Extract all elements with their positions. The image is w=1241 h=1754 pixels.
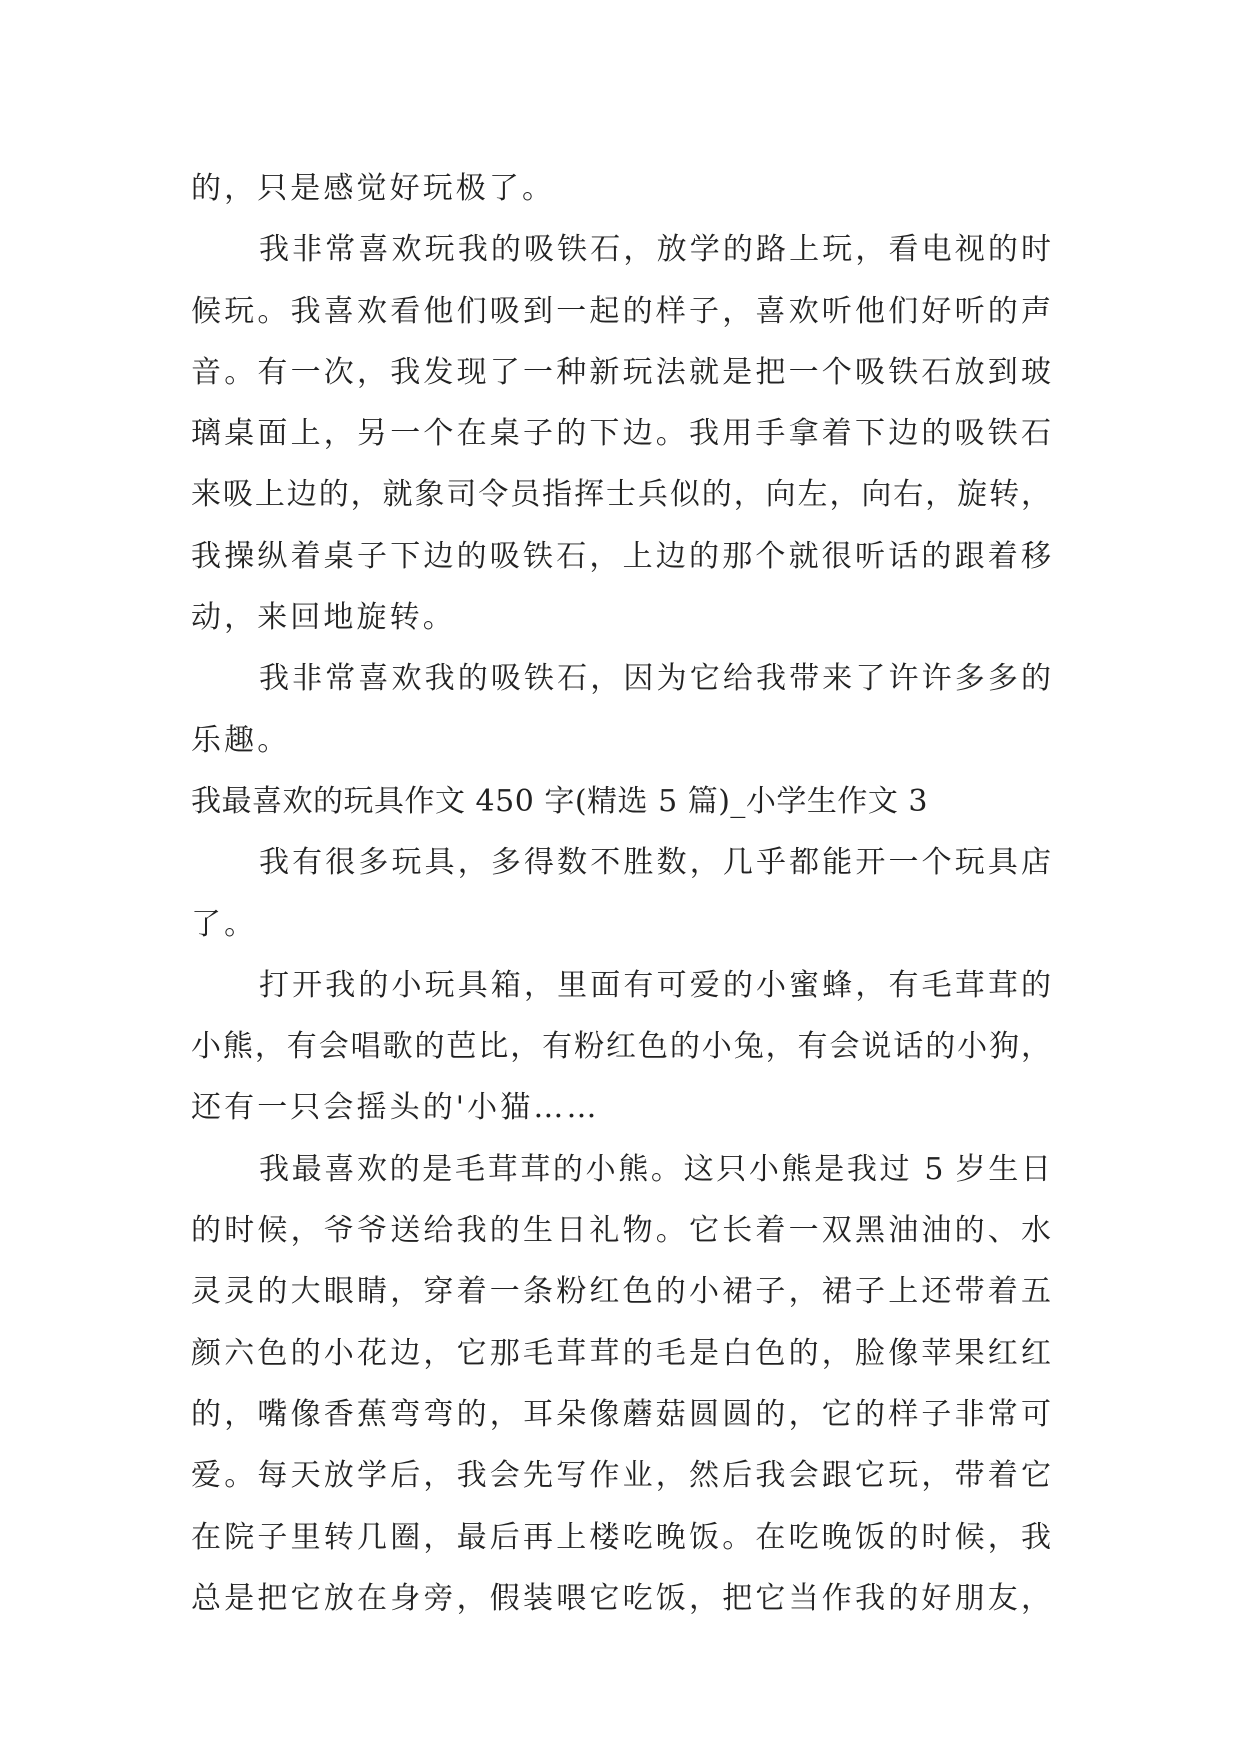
text-line: 在院子里转几圈，最后再上楼吃晚饭。在吃晚饭的时候，我	[191, 1519, 1051, 1555]
text-line: 璃桌面上，另一个在桌子的下边。我用手拿着下边的吸铁石	[191, 416, 1051, 452]
text-line: 乐趣。	[191, 722, 291, 758]
text-line: 我非常喜欢我的吸铁石，因为它给我带来了许许多多的	[259, 661, 1051, 697]
text-line: 动，来回地旋转。	[191, 600, 456, 636]
text-line: 还有一只会摇头的'小猫……	[191, 1090, 600, 1126]
text-line: 我非常喜欢玩我的吸铁石，放学的路上玩，看电视的时	[259, 232, 1051, 268]
text-line: 的，只是感觉好玩极了。	[191, 171, 556, 206]
text-line: 我最喜欢的是毛茸茸的小熊。这只小熊是我过 5 岁生日	[259, 1151, 1051, 1187]
text-line: 我有很多玩具，多得数不胜数，几乎都能开一个玩具店	[259, 845, 1051, 881]
text-line: 灵灵的大眼睛，穿着一条粉红色的小裙子，裙子上还带着五	[191, 1274, 1051, 1310]
text-line: 我操纵着桌子下边的吸铁石，上边的那个就很听话的跟着移	[191, 538, 1051, 574]
text-line: 了。	[191, 906, 258, 942]
text-line: 颜六色的小花边，它那毛茸茸的毛是白色的，脸像苹果红红	[191, 1335, 1051, 1371]
text-line: 的，嘴像香蕉弯弯的，耳朵像蘑菇圆圆的，它的样子非常可	[191, 1396, 1051, 1432]
text-line: 音。有一次，我发现了一种新玩法就是把一个吸铁石放到玻	[191, 354, 1051, 390]
text-line: 小熊，有会唱歌的芭比，有粉红色的小兔，有会说话的小狗，	[191, 1029, 1051, 1065]
text-line: 候玩。我喜欢看他们吸到一起的样子，喜欢听他们好听的声	[191, 293, 1051, 329]
document-body	[191, 158, 1051, 1629]
text-line: 打开我的小玩具箱，里面有可爱的小蜜蜂，有毛茸茸的	[259, 967, 1051, 1003]
text-line: 来吸上边的，就象司令员指挥士兵似的，向左，向右，旋转，	[191, 477, 1051, 513]
section-heading: 我最喜欢的玩具作文 450 字(精选 5 篇)_小学生作文 3	[191, 783, 929, 819]
text-line: 的时候，爷爷送给我的生日礼物。它长着一双黑油油的、水	[191, 1213, 1051, 1249]
text-line: 爱。每天放学后，我会先写作业，然后我会跟它玩，带着它	[191, 1458, 1051, 1494]
text-line: 总是把它放在身旁，假装喂它吃饭，把它当作我的好朋友，	[191, 1580, 1051, 1616]
